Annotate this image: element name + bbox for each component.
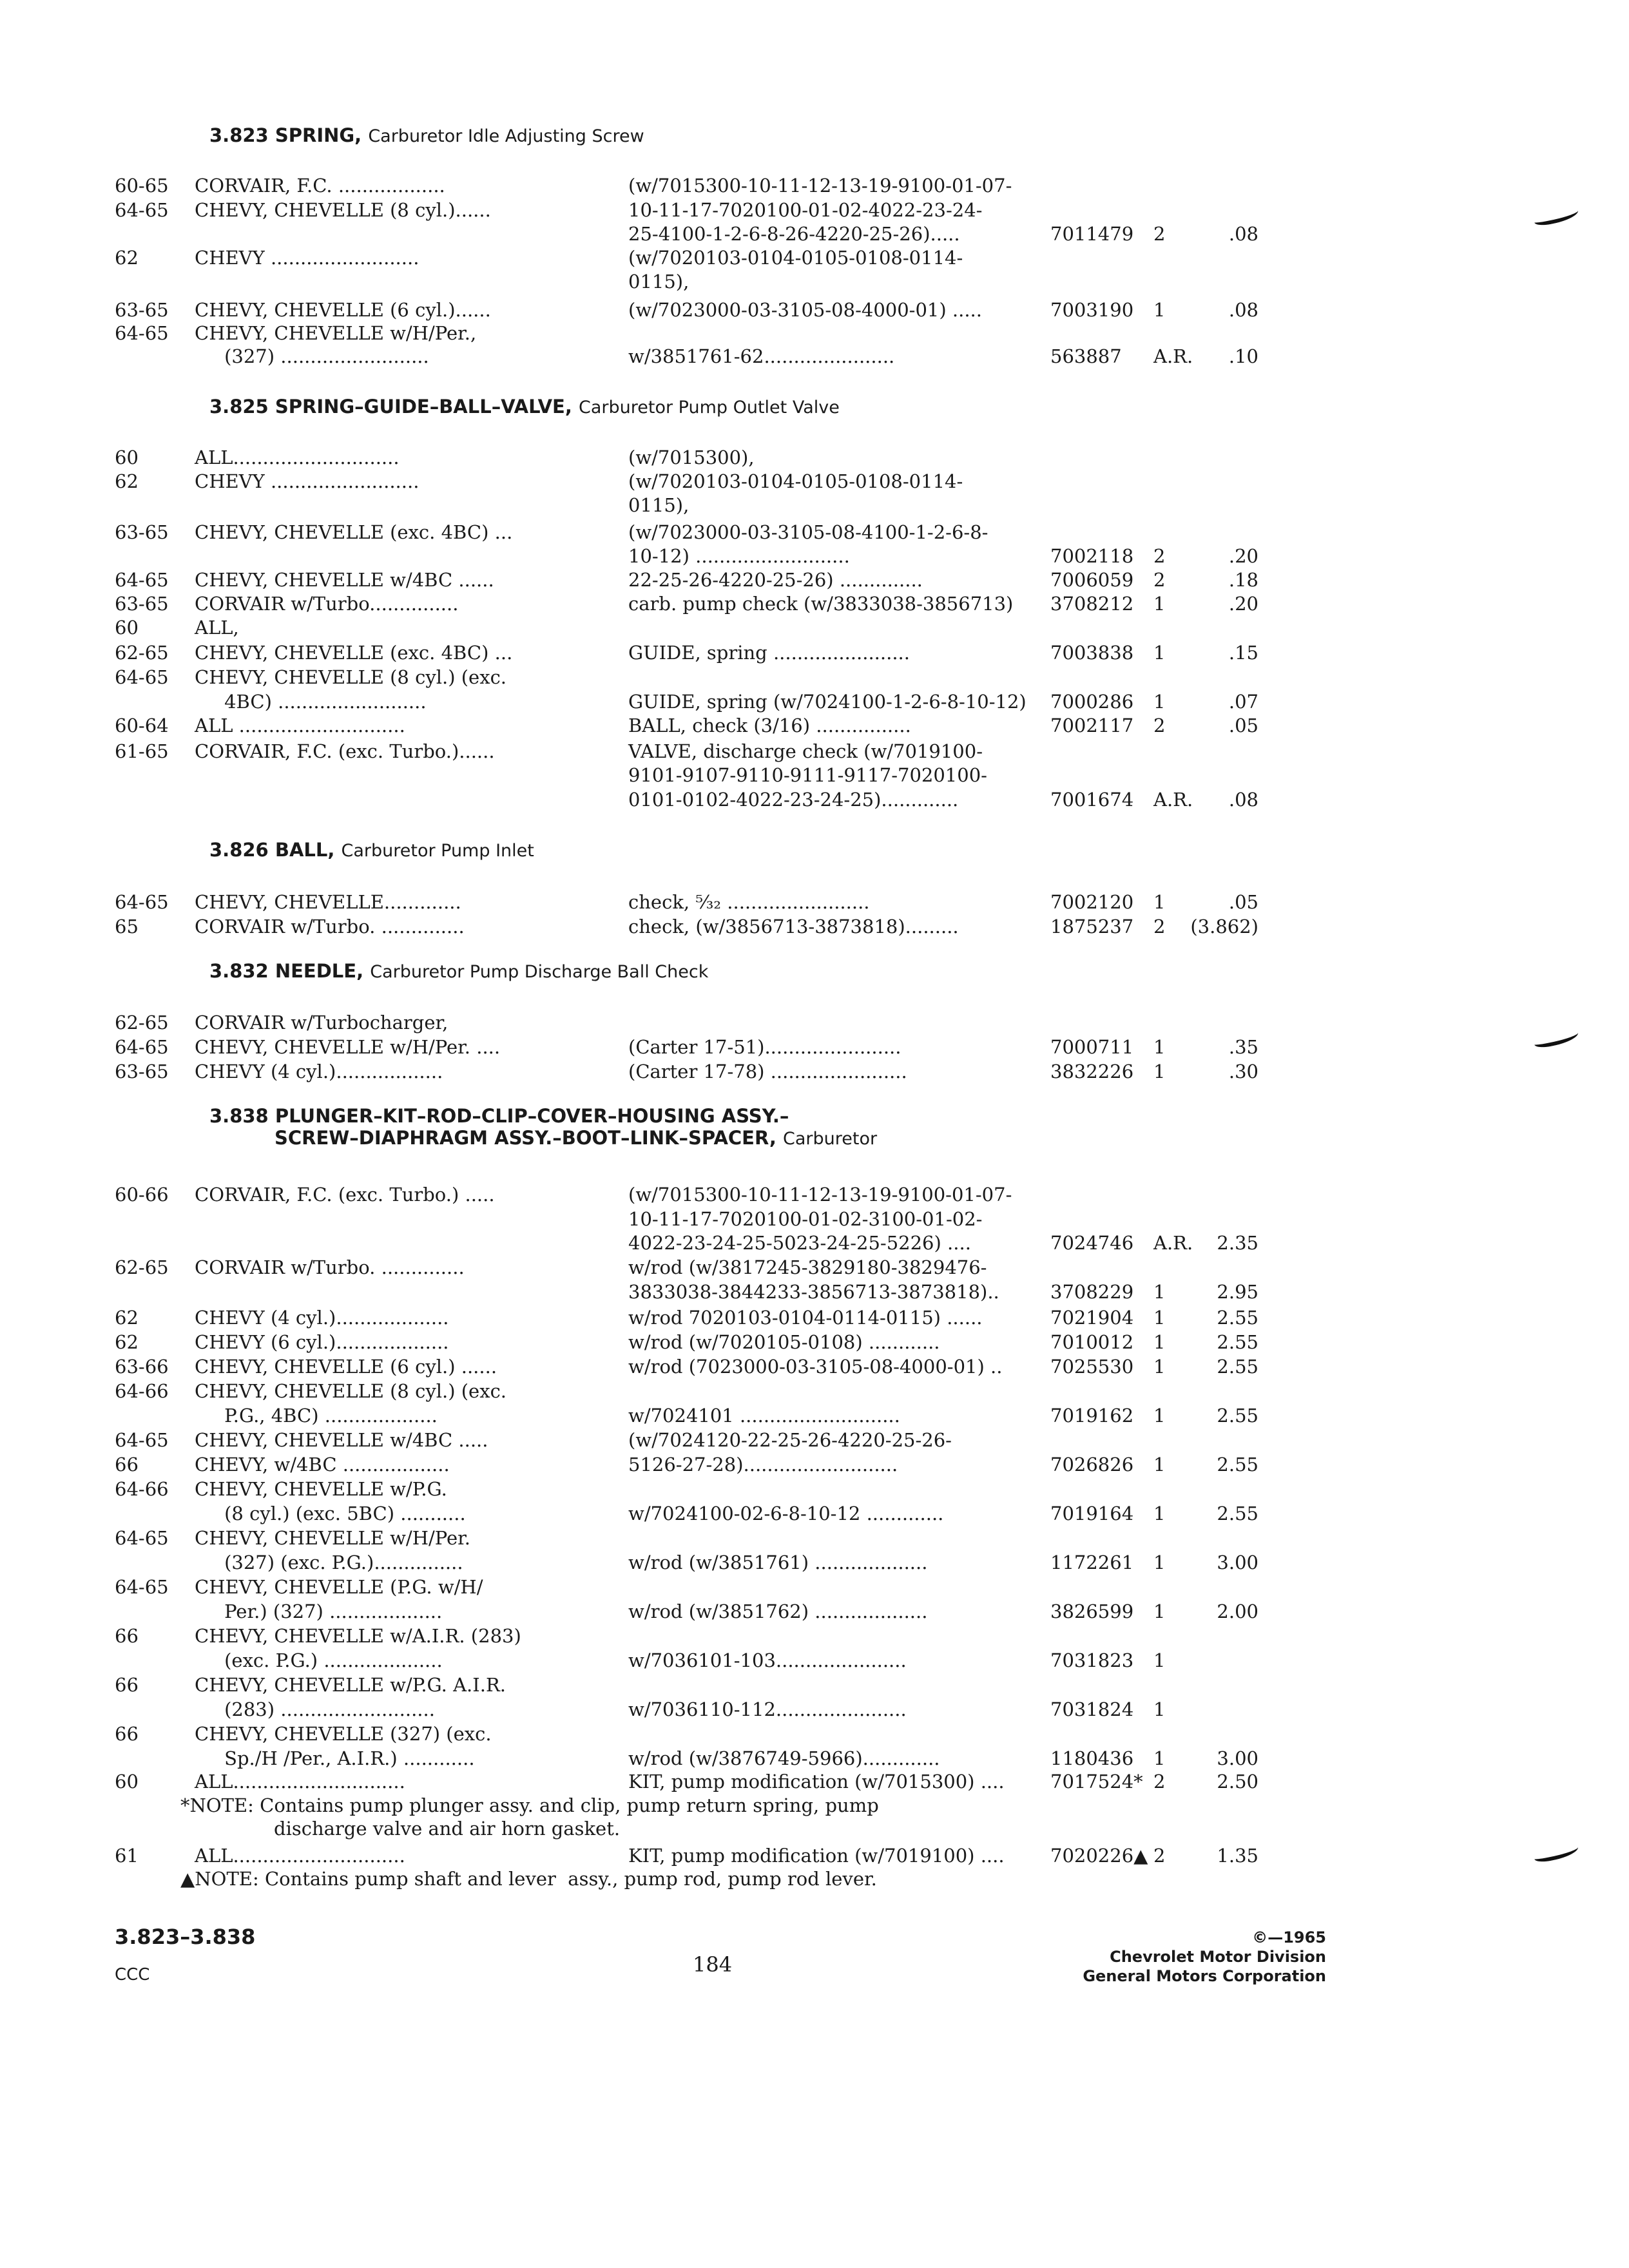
row-desc: (w/7015300), [628, 447, 755, 468]
row-desc: BALL, check (3/16) ................ [628, 715, 911, 736]
row-yr: 63-65 [115, 521, 169, 543]
row-price: .15 [1228, 642, 1258, 664]
row-qty: 1 [1153, 1036, 1166, 1058]
row-yr: 64-65 [115, 666, 169, 688]
row-yr: 66 [115, 1674, 139, 1696]
row-desc: (w/7020103-0104-0105-0108-0114- [628, 470, 963, 492]
table-row [0, 1378, 1629, 1404]
row-model: CORVAIR w/Turbo. .............. [195, 1256, 465, 1278]
row-price: 2.35 [1217, 1232, 1258, 1254]
row-yr: 65 [115, 916, 139, 937]
section-subtitle: Carburetor Pump Outlet Valve [579, 398, 840, 418]
row-qty: 2 [1153, 223, 1166, 245]
section-title-line2: SCREW–DIAPHRAGM ASSY.–BOOT–LINK–SPACER, [274, 1127, 776, 1149]
row-desc: (w/7015300-10-11-12-13-19-9100-01-07- [628, 175, 1012, 197]
row-desc: 0115), [628, 494, 689, 516]
section-heading [209, 960, 708, 983]
row-price: 2.55 [1217, 1454, 1258, 1475]
section-title: PLUNGER–KIT–ROD–CLIP–COVER–HOUSING ASSY.– [275, 1105, 789, 1127]
table-row [0, 1476, 1629, 1502]
row-price: .20 [1228, 545, 1258, 567]
table-row [0, 1501, 1629, 1526]
row-price: 3.00 [1217, 1747, 1258, 1769]
table-row [0, 591, 1629, 617]
row-desc: carb. pump check (w/3833038-3856713) [628, 593, 1014, 615]
table-row [0, 1648, 1629, 1673]
row-qty: 1 [1153, 1061, 1166, 1082]
row-qty: 2 [1153, 715, 1166, 736]
row-part: 3708229 [1050, 1281, 1134, 1303]
row-price: .35 [1228, 1036, 1258, 1058]
row-part: 7002120 [1050, 891, 1134, 913]
row-yr: 60 [115, 1771, 139, 1792]
row-price: (3.862) [1190, 916, 1258, 937]
table-row [0, 197, 1629, 223]
row-desc: 5126-27-28).......................... [628, 1454, 898, 1475]
table-row [0, 1427, 1629, 1453]
row-part: 7024746 [1050, 1232, 1134, 1254]
table-row [0, 173, 1629, 198]
row-price: .08 [1228, 223, 1258, 245]
row-price: 2.55 [1217, 1307, 1258, 1329]
row-yr: 60-65 [115, 175, 169, 197]
row-model: CORVAIR w/Turbo. .............. [195, 916, 465, 937]
row-price: 2.50 [1217, 1771, 1258, 1792]
row-qty: 1 [1153, 642, 1166, 664]
row-desc: (Carter 17-78) ....................... [628, 1061, 907, 1082]
table-row [0, 914, 1629, 939]
row-desc: (w/7024120-22-25-26-4220-25-26- [628, 1429, 952, 1451]
row-model: CHEVY, CHEVELLE (8 cyl.)...... [195, 199, 491, 221]
row-part: 7020226▲ [1050, 1845, 1148, 1867]
row-price: 2.55 [1217, 1331, 1258, 1353]
row-part: 7002117 [1050, 715, 1134, 736]
row-model: CHEVY, CHEVELLE (327) (exc. [195, 1723, 492, 1745]
row-part: 7021904 [1050, 1307, 1134, 1329]
table-row [0, 664, 1629, 690]
row-part: 7011479 [1050, 223, 1134, 245]
row-model: CHEVY, CHEVELLE w/A.I.R. (283) [195, 1625, 521, 1647]
row-qty: 1 [1153, 1552, 1166, 1573]
table-row [0, 445, 1629, 470]
row-part: 3708212 [1050, 593, 1134, 615]
row-part: 7019164 [1050, 1503, 1134, 1524]
row-yr: 62 [115, 470, 139, 492]
section-heading [209, 839, 534, 862]
row-model: CHEVY, CHEVELLE w/H/Per. .... [195, 1036, 501, 1058]
row-part: 7031824 [1050, 1698, 1134, 1720]
table-row [0, 221, 1629, 247]
row-model: CHEVY, CHEVELLE w/P.G. A.I.R. [195, 1674, 506, 1696]
table-row [0, 519, 1629, 545]
table-row [0, 245, 1629, 271]
row-part: 7000286 [1050, 691, 1134, 713]
table-row [0, 1550, 1629, 1575]
row-yr: 64-65 [115, 322, 169, 344]
row-desc: check, ⁵⁄₃₂ ........................ [628, 891, 870, 913]
row-model: CORVAIR, F.C. (exc. Turbo.) ..... [195, 1184, 495, 1206]
row-price: 1.35 [1217, 1845, 1258, 1867]
section-number: 3.832 [209, 960, 269, 982]
row-desc: 10-11-17-7020100-01-02-3100-01-02- [628, 1208, 983, 1230]
row-price: .07 [1228, 691, 1258, 713]
row-desc: 22-25-26-4220-25-26) .............. [628, 569, 923, 591]
row-part: 3826599 [1050, 1600, 1134, 1622]
row-desc: w/7024101 ........................... [628, 1405, 900, 1427]
section-title: SPRING–GUIDE–BALL–VALVE, [275, 396, 572, 418]
row-qty: 1 [1153, 1649, 1166, 1671]
row-model: CHEVY, w/4BC .................. [195, 1454, 450, 1475]
row-yr: 60 [115, 447, 139, 468]
table-row [0, 492, 1629, 518]
table-row [0, 1034, 1629, 1060]
row-model: (327) (exc. P.G.)............... [195, 1552, 463, 1573]
row-model: CHEVY, CHEVELLE............. [195, 891, 461, 913]
section-number: 3.823 [209, 124, 269, 146]
row-desc: w/rod (7023000-03-3105-08-4000-01) .. [628, 1356, 1003, 1378]
section-subtitle: Carburetor [782, 1129, 878, 1149]
row-model: CHEVY, CHEVELLE w/H/Per., [195, 322, 477, 344]
row-model: (327) ......................... [195, 345, 429, 367]
table-row [0, 713, 1629, 738]
row-price: .05 [1228, 891, 1258, 913]
row-yr: 63-66 [115, 1356, 169, 1378]
row-desc: 25-4100-1-2-6-8-26-4220-25-26)..... [628, 223, 960, 245]
row-qty: A.R. [1153, 1232, 1193, 1254]
row-desc: GUIDE, spring ....................... [628, 642, 910, 664]
row-qty: 1 [1153, 1698, 1166, 1720]
row-part: 7000711 [1050, 1036, 1134, 1058]
row-part: 7017524* [1050, 1771, 1143, 1792]
row-yr: 62-65 [115, 1256, 169, 1278]
row-yr: 64-65 [115, 1527, 169, 1549]
section-heading [209, 124, 644, 148]
table-row [0, 297, 1629, 323]
row-price: 3.00 [1217, 1552, 1258, 1573]
table-row [0, 269, 1629, 294]
division-name: Chevrolet Motor Division [1110, 1948, 1326, 1966]
row-model: CHEVY, CHEVELLE (6 cyl.) ...... [195, 1356, 497, 1378]
row-yr: 62-65 [115, 1012, 169, 1033]
table-row [0, 787, 1629, 812]
row-qty: 1 [1153, 1454, 1166, 1475]
row-qty: 2 [1153, 1771, 1166, 1792]
row-model: CHEVY, CHEVELLE (exc. 4BC) ... [195, 521, 513, 543]
section-title: BALL, [275, 839, 335, 861]
row-price: 2.55 [1217, 1503, 1258, 1524]
row-part: 563887 [1050, 345, 1122, 367]
table-row [0, 762, 1629, 788]
page-number: 184 [693, 1952, 733, 1977]
table-row [0, 1525, 1629, 1551]
table-row [0, 1254, 1629, 1280]
row-model: Per.) (327) ................... [195, 1600, 443, 1622]
row-model: ALL ............................ [195, 715, 405, 736]
row-model: CORVAIR, F.C. .................. [195, 175, 445, 197]
row-model: (exc. P.G.) .................... [195, 1649, 443, 1671]
publisher-block [1083, 1928, 1326, 1986]
row-qty: 1 [1153, 691, 1166, 713]
row-desc: (Carter 17-51)....................... [628, 1036, 901, 1058]
row-yr: 61-65 [115, 740, 169, 762]
table-row [0, 1843, 1629, 1869]
row-model: CHEVY (6 cyl.)................... [195, 1331, 449, 1353]
row-model: CHEVY, CHEVELLE w/P.G. [195, 1478, 447, 1500]
row-yr: 61 [115, 1845, 139, 1867]
row-part: 7026826 [1050, 1454, 1134, 1475]
row-qty: 1 [1153, 299, 1166, 321]
table-row [0, 1623, 1629, 1649]
row-model: CHEVY, CHEVELLE (P.G. w/H/ [195, 1576, 483, 1598]
row-qty: 2 [1153, 569, 1166, 591]
row-model: ALL............................. [195, 1845, 405, 1867]
table-row [0, 343, 1629, 369]
row-desc: KIT, pump modification (w/7019100) .... [628, 1845, 1005, 1867]
row-yr: 64-66 [115, 1380, 169, 1402]
row-model: CORVAIR w/Turbo............... [195, 593, 459, 615]
row-yr: 60-66 [115, 1184, 169, 1206]
table-row [0, 1672, 1629, 1698]
table-row [0, 1354, 1629, 1379]
section-heading [209, 1105, 877, 1150]
row-desc: w/rod (w/7020105-0108) ............ [628, 1331, 940, 1353]
section-number: 3.838 [209, 1105, 269, 1127]
row-price: .30 [1228, 1061, 1258, 1082]
row-desc: (w/7015300-10-11-12-13-19-9100-01-07- [628, 1184, 1012, 1206]
section-title: SPRING, [275, 124, 362, 146]
row-desc: w/7036101-103...................... [628, 1649, 907, 1671]
section-title: NEEDLE, [275, 960, 364, 982]
corporation-name: General Motors Corporation [1083, 1967, 1326, 1985]
row-model: (283) .......................... [195, 1698, 435, 1720]
row-model: CHEVY, CHEVELLE w/4BC ..... [195, 1429, 488, 1451]
row-model: CHEVY (4 cyl.).................. [195, 1061, 443, 1082]
row-qty: 1 [1153, 1356, 1166, 1378]
row-desc: (w/7020103-0104-0105-0108-0114- [628, 247, 963, 269]
row-desc: VALVE, discharge check (w/7019100- [628, 740, 983, 762]
row-desc: w/3851761-62...................... [628, 345, 895, 367]
row-part: 7031823 [1050, 1649, 1134, 1671]
row-qty: 2 [1153, 545, 1166, 567]
row-part: 7006059 [1050, 569, 1134, 591]
row-model: CHEVY, CHEVELLE (exc. 4BC) ... [195, 642, 513, 664]
table-row [0, 320, 1629, 346]
row-part: 7002118 [1050, 545, 1134, 567]
row-qty: 2 [1153, 1845, 1166, 1867]
row-model: ALL, [195, 617, 239, 639]
row-desc: w/7036110-112...................... [628, 1698, 907, 1720]
row-qty: 1 [1153, 1281, 1166, 1303]
table-row [0, 689, 1629, 715]
table-row [0, 1745, 1629, 1771]
row-model: CORVAIR, F.C. (exc. Turbo.)...... [195, 740, 495, 762]
row-desc: 10-12) .......................... [628, 545, 850, 567]
section-heading [209, 396, 840, 419]
table-row [0, 543, 1629, 569]
row-model: P.G., 4BC) ................... [195, 1405, 438, 1427]
row-price: .20 [1228, 593, 1258, 615]
row-part: 7010012 [1050, 1331, 1134, 1353]
section-subtitle: Carburetor Idle Adjusting Screw [368, 126, 644, 146]
row-desc: w/rod (w/3876749-5966)............. [628, 1747, 940, 1769]
row-qty: 1 [1153, 1405, 1166, 1427]
table-row [0, 1696, 1629, 1722]
row-model: 4BC) ......................... [195, 691, 427, 713]
row-price: 2.95 [1217, 1281, 1258, 1303]
table-row [0, 1206, 1629, 1232]
table-row [0, 468, 1629, 494]
row-yr: 60-64 [115, 715, 169, 736]
row-yr: 60 [115, 617, 139, 639]
row-model: CHEVY ......................... [195, 470, 419, 492]
table-row [0, 1599, 1629, 1624]
row-part: 7003190 [1050, 299, 1134, 321]
section-subtitle: Carburetor Pump Discharge Ball Check [370, 962, 709, 982]
row-part: 7003838 [1050, 642, 1134, 664]
row-desc: 0115), [628, 271, 689, 293]
section-subtitle: Carburetor Pump Inlet [341, 841, 534, 861]
table-row [0, 1329, 1629, 1355]
row-price: 2.00 [1217, 1600, 1258, 1622]
row-yr: 64-66 [115, 1478, 169, 1500]
row-model: CHEVY, CHEVELLE (6 cyl.)...... [195, 299, 491, 321]
table-row [0, 1721, 1629, 1747]
row-price: .18 [1228, 569, 1258, 591]
table-row [0, 1059, 1629, 1084]
row-desc: 9101-9107-9110-9111-9117-7020100- [628, 764, 987, 786]
row-part: 7019162 [1050, 1405, 1134, 1427]
section-number: 3.825 [209, 396, 269, 418]
row-qty: 2 [1153, 916, 1166, 937]
row-part: 7025530 [1050, 1356, 1134, 1378]
footnote: ▲NOTE: Contains pump shaft and lever assy., pump rod, pump rod lever. [180, 1868, 877, 1890]
row-desc: (w/7023000-03-3105-08-4100-1-2-6-8- [628, 521, 988, 543]
row-price: .10 [1228, 345, 1258, 367]
row-model: (8 cyl.) (exc. 5BC) ........... [195, 1503, 466, 1524]
row-desc: w/rod (w/3851762) ................... [628, 1600, 928, 1622]
row-model: CHEVY, CHEVELLE (8 cyl.) (exc. [195, 1380, 507, 1402]
table-row [0, 1305, 1629, 1331]
row-part: 1875237 [1050, 916, 1134, 937]
row-qty: 1 [1153, 1600, 1166, 1622]
row-yr: 64-65 [115, 1429, 169, 1451]
row-qty: 1 [1153, 891, 1166, 913]
row-yr: 64-65 [115, 1036, 169, 1058]
row-qty: 1 [1153, 1503, 1166, 1524]
copyright: ©—1965 [1252, 1928, 1326, 1946]
table-row [0, 1279, 1629, 1305]
page-range: 3.823–3.838 [115, 1925, 256, 1949]
row-yr: 64-65 [115, 199, 169, 221]
row-model: CHEVY (4 cyl.)................... [195, 1307, 449, 1329]
row-desc: w/rod (w/3851761) ................... [628, 1552, 928, 1573]
row-yr: 63-65 [115, 299, 169, 321]
row-yr: 62 [115, 1307, 139, 1329]
row-price: .08 [1228, 299, 1258, 321]
row-part: 1172261 [1050, 1552, 1134, 1573]
row-qty: A.R. [1153, 345, 1193, 367]
row-desc: 3833038-3844233-3856713-3873818).. [628, 1281, 999, 1303]
table-row [0, 1182, 1629, 1207]
row-yr: 66 [115, 1454, 139, 1475]
row-model: Sp./H /Per., A.I.R.) ............ [195, 1747, 475, 1769]
row-desc: w/rod (w/3817245-3829180-3829476- [628, 1256, 987, 1278]
table-row [0, 738, 1629, 764]
row-model: ALL............................ [195, 447, 400, 468]
table-row [0, 1769, 1629, 1794]
row-model: ALL............................. [195, 1771, 405, 1792]
row-part: 3832226 [1050, 1061, 1134, 1082]
section-number: 3.826 [209, 839, 269, 861]
row-model: CORVAIR w/Turbocharger, [195, 1012, 448, 1033]
row-price: 2.55 [1217, 1356, 1258, 1378]
row-yr: 66 [115, 1625, 139, 1647]
row-part: 1180436 [1050, 1747, 1134, 1769]
row-model: CHEVY, CHEVELLE (8 cyl.) (exc. [195, 666, 507, 688]
table-row [0, 1574, 1629, 1600]
row-yr: 62-65 [115, 642, 169, 664]
footnote: discharge valve and air horn gasket. [274, 1818, 621, 1840]
row-yr: 64-65 [115, 1576, 169, 1598]
row-qty: 1 [1153, 593, 1166, 615]
row-price: 2.55 [1217, 1405, 1258, 1427]
table-row [0, 615, 1629, 640]
row-yr: 62 [115, 247, 139, 269]
row-desc: w/7024100-02-6-8-10-12 ............. [628, 1503, 944, 1524]
row-model: CHEVY, CHEVELLE w/4BC ...... [195, 569, 494, 591]
table-row [0, 889, 1629, 915]
row-yr: 64-65 [115, 891, 169, 913]
table-row [0, 640, 1629, 666]
row-yr: 62 [115, 1331, 139, 1353]
row-qty: 1 [1153, 1747, 1166, 1769]
table-row [0, 567, 1629, 593]
row-yr: 66 [115, 1723, 139, 1745]
row-desc: 4022-23-24-25-5023-24-25-5226) .... [628, 1232, 971, 1254]
row-desc: w/rod 7020103-0104-0114-0115) ...... [628, 1307, 983, 1329]
row-yr: 64-65 [115, 569, 169, 591]
row-qty: 1 [1153, 1307, 1166, 1329]
row-price: .05 [1228, 715, 1258, 736]
table-row [0, 1403, 1629, 1428]
row-model: CHEVY ......................... [195, 247, 419, 269]
footnote: *NOTE: Contains pump plunger assy. and clip, pump return spring, pump [180, 1794, 879, 1816]
catalog-code: CCC [115, 1965, 150, 1984]
row-price: .08 [1228, 789, 1258, 811]
table-row [0, 1230, 1629, 1256]
row-qty: 1 [1153, 1331, 1166, 1353]
row-desc: (w/7023000-03-3105-08-4000-01) ..... [628, 299, 982, 321]
row-desc: 10-11-17-7020100-01-02-4022-23-24- [628, 199, 983, 221]
row-model: CHEVY, CHEVELLE w/H/Per. [195, 1527, 471, 1549]
table-row [0, 1010, 1629, 1035]
row-desc: 0101-0102-4022-23-24-25)............. [628, 789, 959, 811]
row-qty: A.R. [1153, 789, 1193, 811]
row-desc: KIT, pump modification (w/7015300) .... [628, 1771, 1005, 1792]
row-desc: check, (w/3856713-3873818)......... [628, 916, 959, 937]
row-yr: 63-65 [115, 593, 169, 615]
row-part: 7001674 [1050, 789, 1134, 811]
row-yr: 63-65 [115, 1061, 169, 1082]
table-row [0, 1452, 1629, 1477]
row-desc: GUIDE, spring (w/7024100-1-2-6-8-10-12) [628, 691, 1027, 713]
